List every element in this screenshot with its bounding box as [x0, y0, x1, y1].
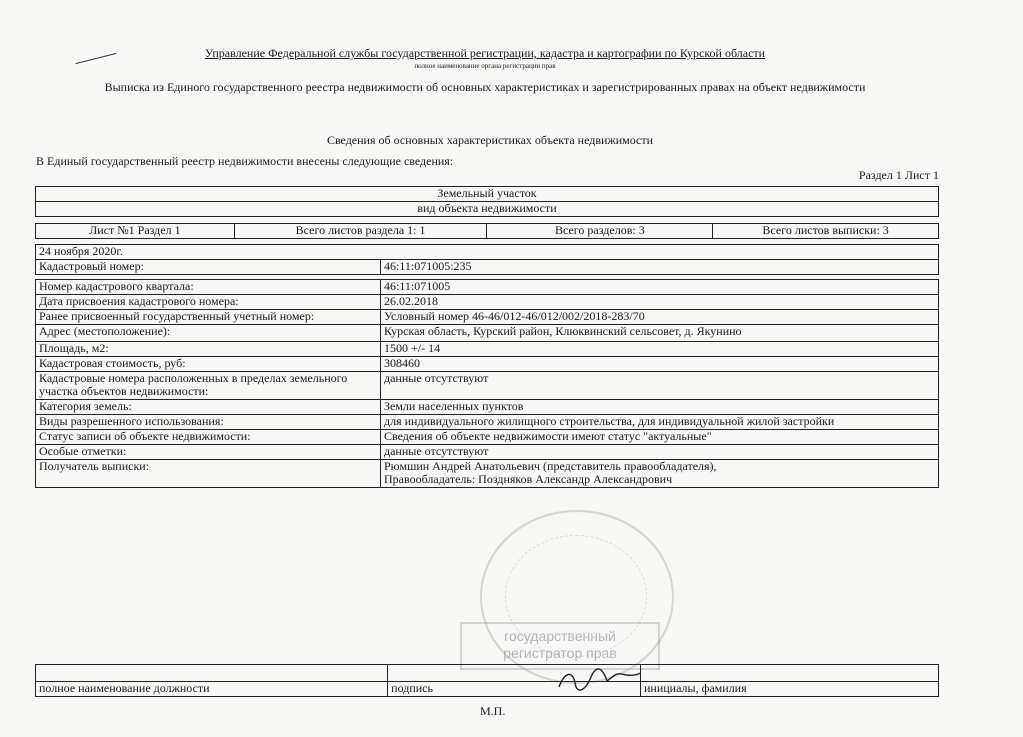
row-label: Номер кадастрового квартала: [36, 280, 381, 295]
total-sheets-section: Всего листов раздела 1: 1 [234, 224, 487, 239]
object-type: Земельный участок [36, 187, 939, 202]
seal-mark: М.П. [480, 704, 506, 718]
table-row [36, 325, 939, 342]
row-label: Кадастровые номера расположенных в пределах земельного участка объектов недвижимости: [36, 372, 381, 400]
cadastral-label: Кадастровый номер: [36, 260, 381, 275]
table-row [36, 372, 939, 400]
object-type-caption: вид объекта недвижимости [36, 202, 939, 217]
sheet-reference: Раздел 1 Лист 1 [858, 168, 939, 182]
row-label: Категория земель: [36, 400, 381, 415]
table-row [36, 460, 939, 488]
row-label: Кадастровая стоимость, руб: [36, 357, 381, 372]
table-row [36, 310, 939, 325]
characteristics-table [35, 279, 939, 488]
document-title: Выписка из Единого государственного реестра недвижимости об основных характеристиках и зарегистрированных правах на объект недвижимости [104, 80, 866, 94]
registrar-stamp [460, 622, 660, 670]
signature-caption: подпись [388, 682, 641, 697]
section-intro: В Единый государственный реестр недвижимости внесены следующие сведения: [36, 154, 454, 168]
position-caption: полное наименование должности [36, 682, 388, 697]
section-title: Сведения об основных характеристиках объекта недвижимости [326, 133, 654, 147]
sheet-number: Лист №1 Раздел 1 [36, 224, 235, 239]
position-field [36, 665, 388, 682]
agency-caption: полное наименование органа регистрации прав [414, 62, 556, 70]
initials-field [640, 665, 938, 682]
table-row [36, 415, 939, 430]
handwritten-signature [555, 665, 645, 693]
table-row [36, 445, 939, 460]
cadastral-table [35, 244, 939, 275]
row-label: Площадь, м2: [36, 342, 381, 357]
extract-date: 24 ноября 2020г. [36, 245, 939, 260]
recipient-line-2: Правообладатель: Поздняков Александр Александрович [384, 472, 673, 486]
table-row [36, 280, 939, 295]
row-value: 46:11:071005 [381, 280, 939, 295]
cadastral-value: 46:11:071005:235 [381, 260, 939, 275]
row-label: Особые отметки: [36, 445, 381, 460]
total-sheets-extract: Всего листов выписки: 3 [713, 224, 939, 239]
row-value: 1500 +/- 14 [381, 342, 939, 357]
row-label: Ранее присвоенный государственный учетный номер: [36, 310, 381, 325]
row-value: для индивидуального жилищного строительства, для индивидуальной жилой застройки [381, 415, 939, 430]
row-label: Адрес (местоположение): [36, 325, 381, 342]
row-value: Условный номер 46-46/012-46/012/002/2018-283/70 [381, 310, 939, 325]
sheet-info-table [35, 223, 939, 239]
recipient-line-1: Рюмшин Андрей Анатольевич (представитель правообладателя), [384, 459, 717, 473]
row-value: Земли населенных пунктов [381, 400, 939, 415]
stamp-line-1: государственный [504, 628, 616, 644]
table-row [36, 430, 939, 445]
table-row [36, 357, 939, 372]
row-value: 26.02.2018 [381, 295, 939, 310]
row-label: Дата присвоения кадастрового номера: [36, 295, 381, 310]
table-row [36, 400, 939, 415]
row-value: Сведения об объекте недвижимости имеют статус "актуальные" [381, 430, 939, 445]
agency-name: Управление Федеральной службы государственной регистрации, кадастра и картографии по Курской области [204, 46, 766, 60]
pen-mark [76, 53, 117, 64]
row-label: Виды разрешенного использования: [36, 415, 381, 430]
row-value: 308460 [381, 357, 939, 372]
stamp-line-2: регистратор прав [503, 645, 617, 661]
recipient-value [381, 460, 939, 488]
row-value: Курская область, Курский район, Клюквинский сельсовет, д. Якунино [381, 325, 939, 342]
signature-table [35, 664, 939, 697]
row-label: Статус записи об объекте недвижимости: [36, 430, 381, 445]
table-row [36, 295, 939, 310]
total-sections: Всего разделов: 3 [487, 224, 713, 239]
table-row [36, 342, 939, 357]
initials-caption: инициалы, фамилия [640, 682, 938, 697]
row-value: данные отсутствуют [381, 372, 939, 400]
object-type-table [35, 186, 939, 217]
recipient-label: Получатель выписки: [36, 460, 381, 488]
row-value: данные отсутствуют [381, 445, 939, 460]
